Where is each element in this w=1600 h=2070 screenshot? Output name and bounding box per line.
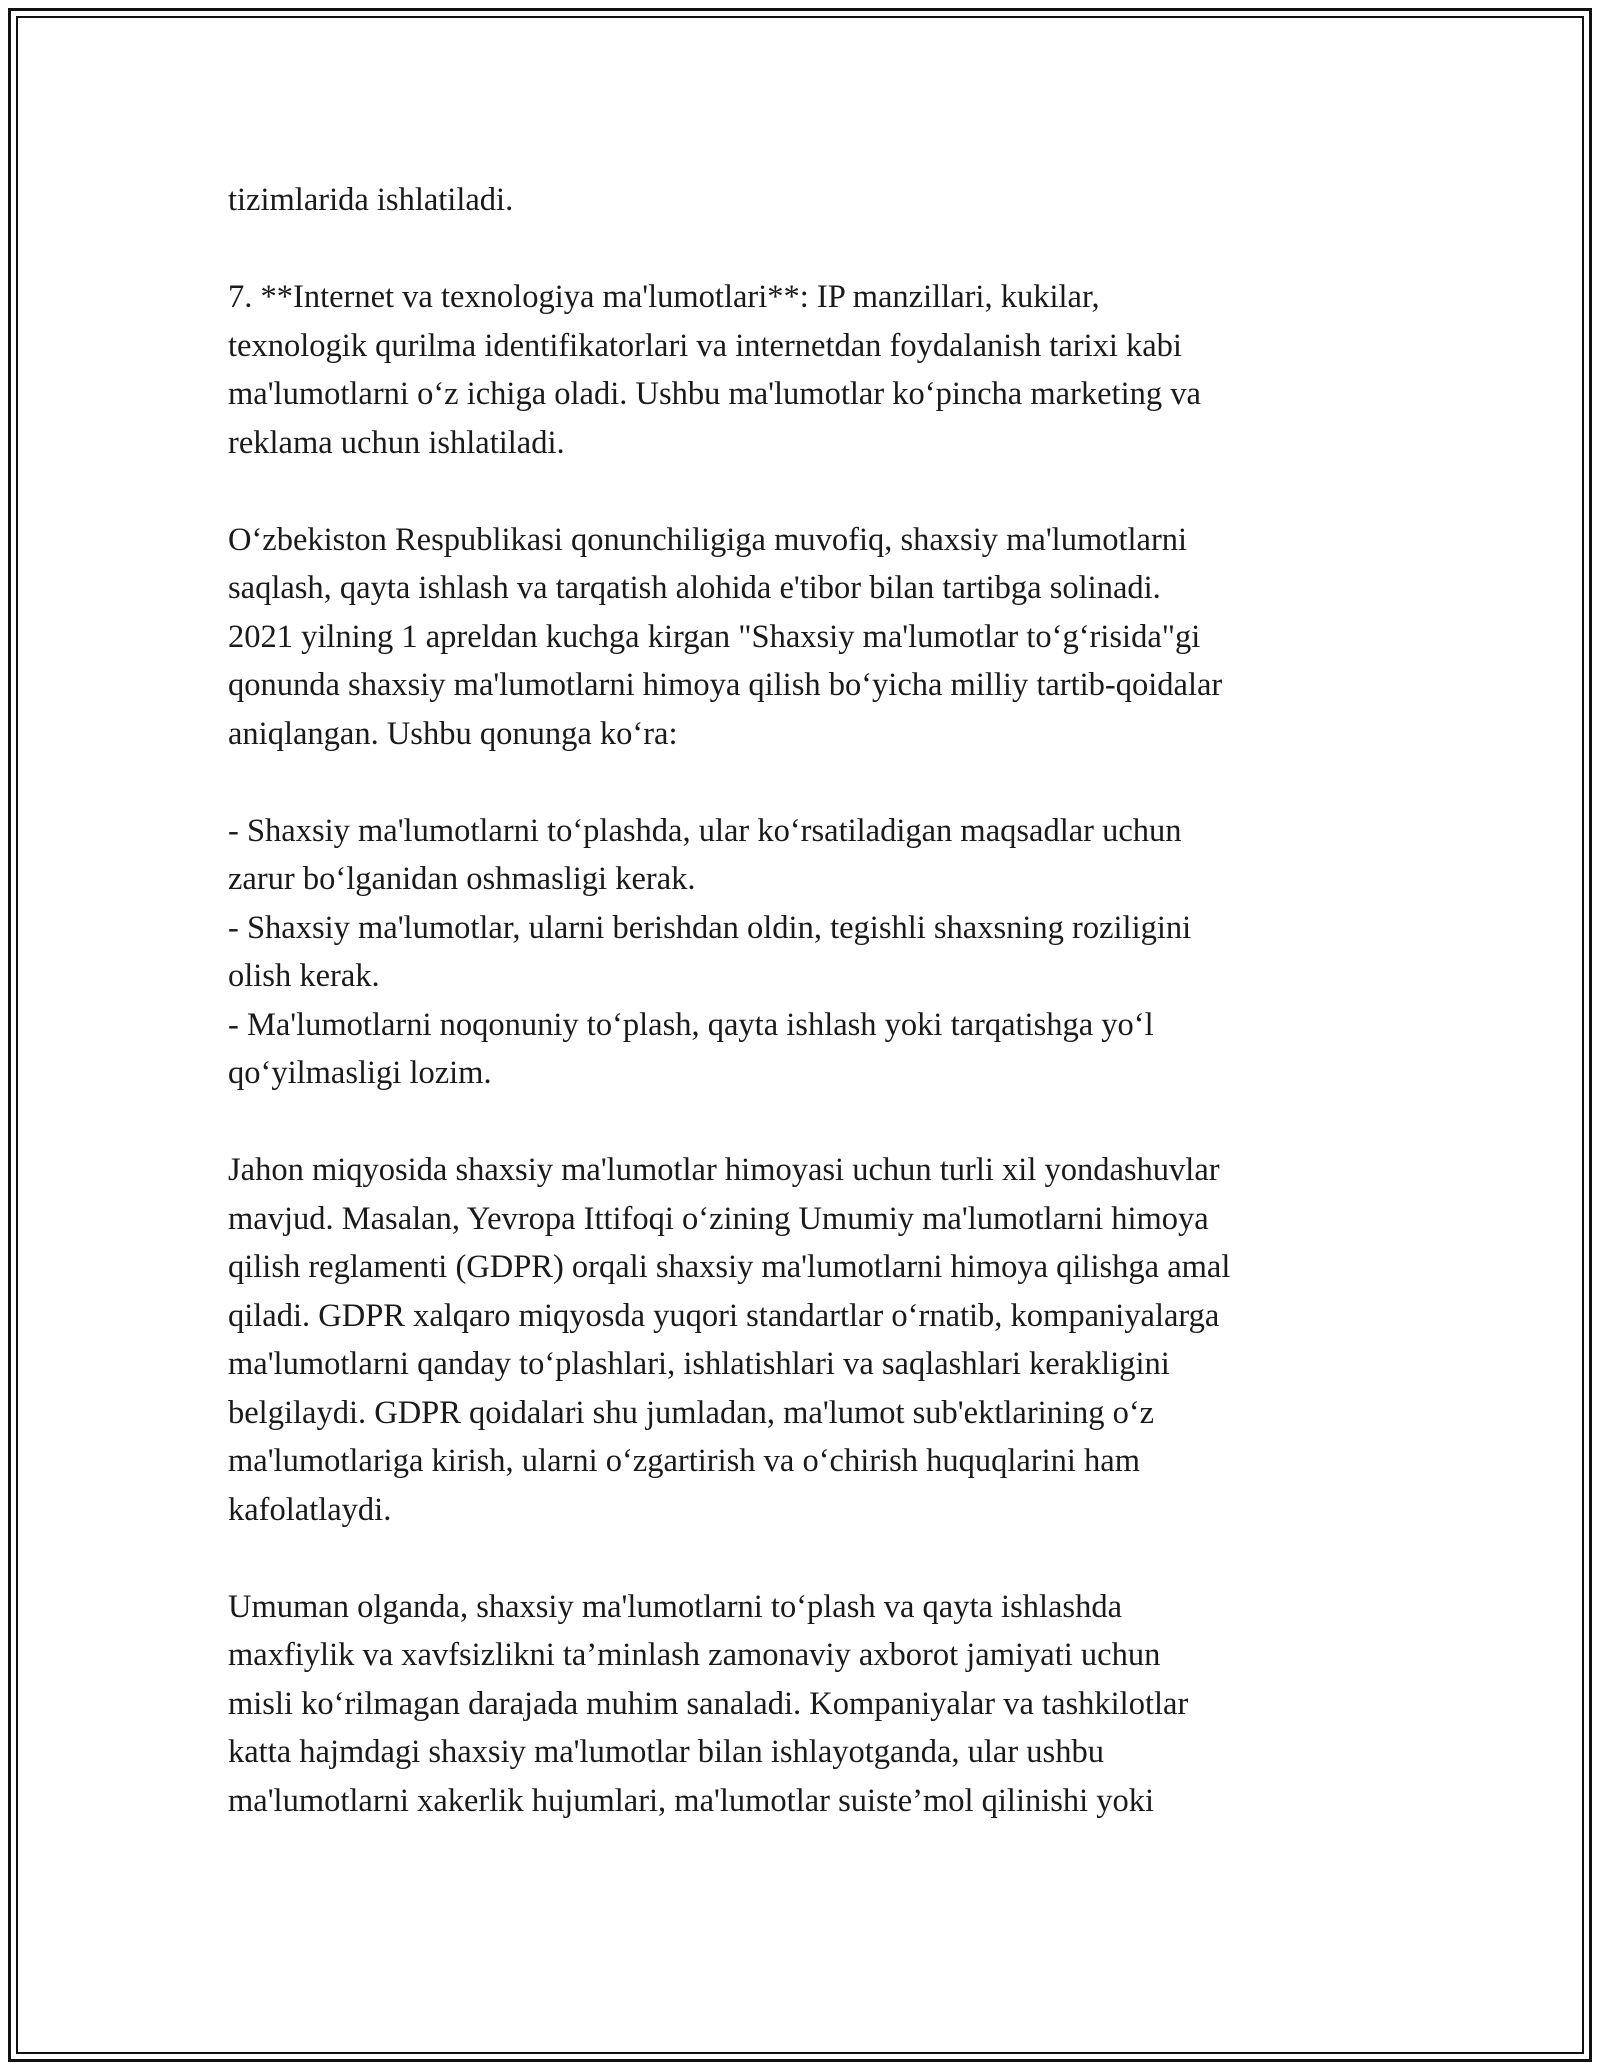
paragraph-continuation bbox=[228, 176, 1388, 225]
text-line: Umuman olganda, shaxsiy ma'lumotlarni to‘plash va qayta ishlashda bbox=[228, 1588, 1123, 1625]
text-line: katta hajmdagi shaxsiy ma'lumotlar bilan ishlayotganda, ular ushbu bbox=[228, 1734, 1104, 1770]
text-line: tizimlarida ishlatiladi. bbox=[228, 182, 514, 218]
text-line: maxfiylik va xavfsizlikni ta’minlash zamonaviy axborot jamiyati uchun bbox=[228, 1637, 1161, 1673]
paragraph-law-rules-list bbox=[228, 807, 1388, 1098]
text-line: saqlash, qayta ishlash va tarqatish alohida e'tibor bilan tartibga solinadi. bbox=[228, 570, 1161, 606]
text-line: 7. **Internet va texnologiya ma'lumotlari**: IP manzillari, kukilar, bbox=[228, 279, 1100, 315]
text-line: kafolatlaydi. bbox=[228, 1491, 392, 1528]
text-line: mavjud. Masalan, Yevropa Ittifoqi o‘zining Umumiy ma'lumotlarni himoya bbox=[228, 1200, 1209, 1237]
paragraph-conclusion bbox=[228, 1583, 1388, 1826]
text-line: texnologik qurilma identifikatorlari va internetdan foydalanish tarixi kabi bbox=[228, 327, 1182, 364]
text-line: qonunda shaxsiy ma'lumotlarni himoya qilish bo‘yicha milliy tartib-qoidalar bbox=[228, 667, 1223, 703]
paragraph-uzbek-law bbox=[228, 516, 1388, 759]
text-line: qiladi. GDPR xalqaro miqyosda yuqori standartlar o‘rnatib, kompaniyalarga bbox=[228, 1297, 1220, 1334]
text-line: aniqlangan. Ushbu qonunga ko‘ra: bbox=[228, 715, 678, 752]
text-line: reklama uchun ishlatiladi. bbox=[228, 424, 565, 461]
text-line: Jahon miqyosida shaxsiy ma'lumotlar himoyasi uchun turli xil yondashuvlar bbox=[228, 1152, 1220, 1188]
text-line: 2021 yilning 1 apreldan kuchga kirgan "Shaxsiy ma'lumotlar to‘g‘risida"gi bbox=[228, 618, 1201, 655]
paragraph-internet-data bbox=[228, 273, 1388, 467]
list-item-line: - Ma'lumotlarni noqonuniy to‘plash, qayta ishlash yoki tarqatishga yo‘l bbox=[228, 1006, 1154, 1043]
text-line: ma'lumotlariga kirish, ularni o‘zgartirish va o‘chirish huquqlarini ham bbox=[228, 1443, 1141, 1479]
text-line: qilish reglamenti (GDPR) orqali shaxsiy ma'lumotlarni himoya qilishga amal bbox=[228, 1249, 1231, 1285]
list-item-line: olish kerak. bbox=[228, 958, 380, 994]
paragraph-gdpr bbox=[228, 1146, 1388, 1534]
list-item-line: zarur bo‘lganidan oshmasligi kerak. bbox=[228, 861, 696, 897]
text-line: ma'lumotlarni qanday to‘plashlari, ishlatishlari va saqlashlari kerakligini bbox=[228, 1346, 1170, 1382]
list-item-line: qo‘yilmasligi lozim. bbox=[228, 1055, 492, 1091]
document-body bbox=[228, 176, 1388, 1874]
text-line: belgilaydi. GDPR qoidalari shu jumladan, ma'lumot sub'ektlarining o‘z bbox=[228, 1394, 1155, 1431]
list-item-line: - Shaxsiy ma'lumotlarni to‘plashda, ular ko‘rsatiladigan maqsadlar uchun bbox=[228, 812, 1182, 849]
text-line: ma'lumotlarni o‘z ichiga oladi. Ushbu ma'lumotlar ko‘pincha marketing va bbox=[228, 376, 1201, 412]
list-item-line: - Shaxsiy ma'lumotlar, ularni berishdan oldin, tegishli shaxsning roziligini bbox=[228, 909, 1192, 946]
text-line: ma'lumotlarni xakerlik hujumlari, ma'lumotlar suiste’mol qilinishi yoki bbox=[228, 1782, 1155, 1819]
text-line: misli ko‘rilmagan darajada muhim sanaladi. Kompaniyalar va tashkilotlar bbox=[228, 1685, 1189, 1722]
text-line: O‘zbekiston Respublikasi qonunchiligiga muvofiq, shaxsiy ma'lumotlarni bbox=[228, 521, 1188, 558]
